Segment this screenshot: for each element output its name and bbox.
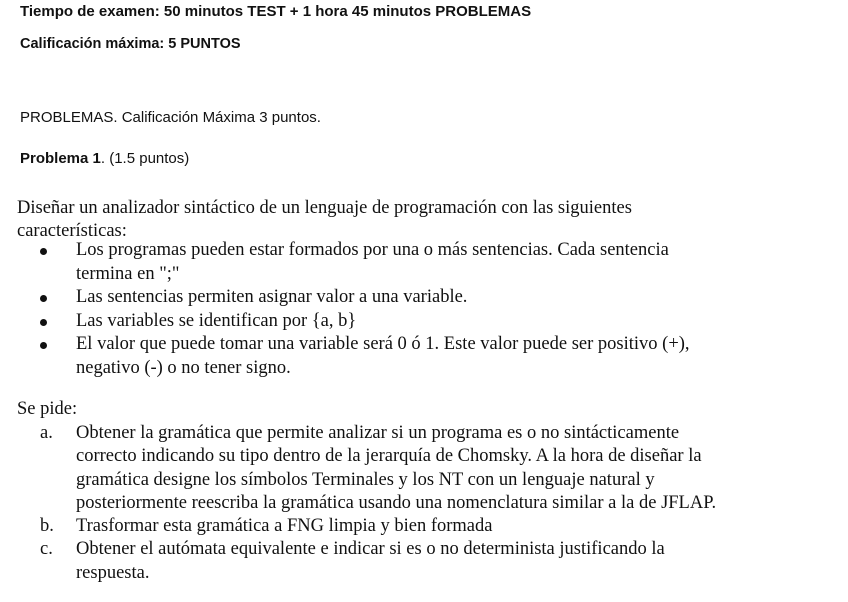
list-item-line: El valor que puede tomar una variable será 0 ó 1. Este valor puede ser positivo (+), xyxy=(76,334,690,354)
task-line: Obtener el autómata equivalente e indicar si es o no determinista justificando la xyxy=(76,539,665,560)
list-item-line: Las variables se identifican por {a, b} xyxy=(76,310,357,331)
list-item-line: termina en ";" xyxy=(76,263,180,284)
list-item xyxy=(0,422,848,515)
max-grade-heading: Calificación máxima: 5 PUNTOS xyxy=(20,36,241,52)
task-line: Trasformar esta gramática a FNG limpia y bien formada xyxy=(76,516,493,537)
task-marker: c. xyxy=(40,539,53,560)
task-marker: a. xyxy=(40,423,53,443)
task-line: posteriormente reescriba la gramática usando una nomenclatura similar a la de JFLAP. xyxy=(76,492,717,513)
exam-time-heading: Tiempo de examen: 50 minutos TEST + 1 hora 45 minutos PROBLEMAS xyxy=(20,3,532,20)
list-item xyxy=(0,239,848,286)
problem-points: . (1.5 puntos) xyxy=(100,150,190,167)
list-item-line: Las sentencias permiten asignar valor a una variable. xyxy=(76,287,468,307)
task-marker: b. xyxy=(40,516,54,537)
list-item xyxy=(0,286,848,310)
bullet-icon xyxy=(40,248,47,255)
task-line: gramática designe los símbolos Terminales y los NT con un lenguaje natural y xyxy=(76,469,655,490)
bullet-icon xyxy=(40,319,47,326)
problem-intro xyxy=(17,197,632,243)
intro-line: Diseñar un analizador sintáctico de un lenguaje de programación con las siguientes xyxy=(17,198,632,218)
list-item-line: Los programas pueden estar formados por una o más sentencias. Cada sentencia xyxy=(76,240,669,260)
list-item xyxy=(0,333,848,380)
features-list xyxy=(0,239,848,380)
task-line: correcto indicando su tipo dentro de la jerarquía de Chomsky. A la hora de diseñar la xyxy=(76,446,702,467)
problem-label: Problema 1 xyxy=(20,150,101,167)
task-line: Obtener la gramática que permite analizar si un programa es o no sintácticamente xyxy=(76,423,680,443)
section-title: PROBLEMAS. Calificación Máxima 3 puntos. xyxy=(20,109,321,126)
list-item xyxy=(0,310,848,334)
task-line: respuesta. xyxy=(76,562,150,583)
list-item xyxy=(0,515,848,538)
list-item xyxy=(0,538,848,585)
tasks-list xyxy=(0,422,848,585)
bullet-icon xyxy=(40,295,47,302)
list-item-line: negativo (-) o no tener signo. xyxy=(76,357,291,378)
problem-title xyxy=(20,150,189,167)
se-pide-heading: Se pide: xyxy=(17,399,78,419)
bullet-icon xyxy=(40,342,47,349)
intro-line: características: xyxy=(17,221,127,241)
